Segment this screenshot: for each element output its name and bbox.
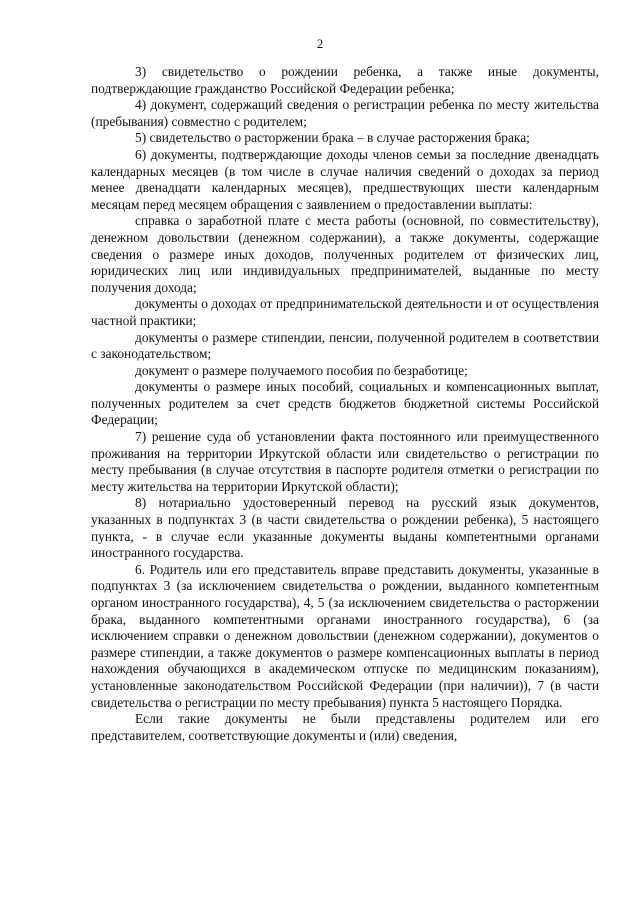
paragraph-item-6-income-documents: 6) документы, подтверждающие доходы членов семьи за последние двенадцать календарных месяцев (в том числе в случае наличия сведений о доходах за период менее двенадцати календарных месяцев), предшествующих шести календарным месяцам перед месяцем обращения с заявлением о предоставлении выплаты: [91,146,599,212]
paragraph-salary-certificate: справка о заработной плате с места работы (основной, по совместительству), денежном довольствии (денежном содержании), а также документы, содержащие сведения о размере иных доходов, полученных родителем от физических лиц, юридических лиц или индивидуальных предпринимателей, выданные по месту получения дохода; [91,213,599,295]
paragraph-item-3-birth-certificate: 3) свидетельство о рождении ребенка, а также иные документы, подтверждающие гражданство Российской Федерации ребенка; [91,64,599,96]
paragraph-section-6-representative: 6. Родитель или его представитель вправе представить документы, указанные в подпунктах 3 (за исключением свидетельства о рождении, выданного компетентным органом иностранного государства), 4, 5 (за исключением свидетельства о расторжении брака, выданного компетентными органами иностранного государства), 6 (за исключением справки о денежном довольствии (денежном содержании), документов о размере стипендии, а также документов о размере компенсационных выплаты в период нахождения обучающихся в академическом отпуске по медицинским показаниям), установленные законодательством Российской Федерации (при наличии)), 7 (в части свидетельства о регистрации по месту пребывания) пункта 5 настоящего Порядка. [91,561,599,710]
paragraph-item-8-notarized-translation: 8) нотариально удостоверенный перевод на русский язык документов, указанных в подпунктах 3 (в части свидетельства о рождении ребенка), 5 настоящего пункта, - в случае если указанные документы выданы компетентными органами иностранного государства. [91,495,599,561]
paragraph-stipend-pension: документы о размере стипендии, пенсии, полученной родителем в соответствии с законодательством; [91,329,599,362]
paragraph-item-4-registration: 4) документ, содержащий сведения о регистрации ребенка по месту жительства (пребывания) совместно с родителем; [91,97,599,129]
paragraph-other-benefits: документы о размере иных пособий, социальных и компенсационных выплат, полученных родителем за счет средств бюджетов бюджетной системы Российской Федерации; [91,379,599,428]
paragraph-unemployment-benefit: документ о размере получаемого пособия по безработице; [135,362,468,378]
paragraph-business-income: документы о доходах от предпринимательской деятельности и от осуществления частной практики; [91,296,599,328]
page-number: 2 [316,36,324,51]
paragraph-item-7-court-decision: 7) решение суда об установлении факта постоянного или преимущественного проживания на территории Иркутской области или свидетельство о регистрации по месту пребывания (в случае отсутствия в паспорте родителя отметки о регистрации по месту жительства на территории Иркутской области); [91,429,599,494]
document-body [91,64,599,744]
paragraph-if-not-submitted: Если такие документы не были представлены родителем или его представителем, соответствующие документы и (или) сведения, [91,711,599,743]
paragraph-item-5-divorce-certificate: 5) свидетельство о расторжении брака – в случае расторжения брака; [135,130,530,146]
